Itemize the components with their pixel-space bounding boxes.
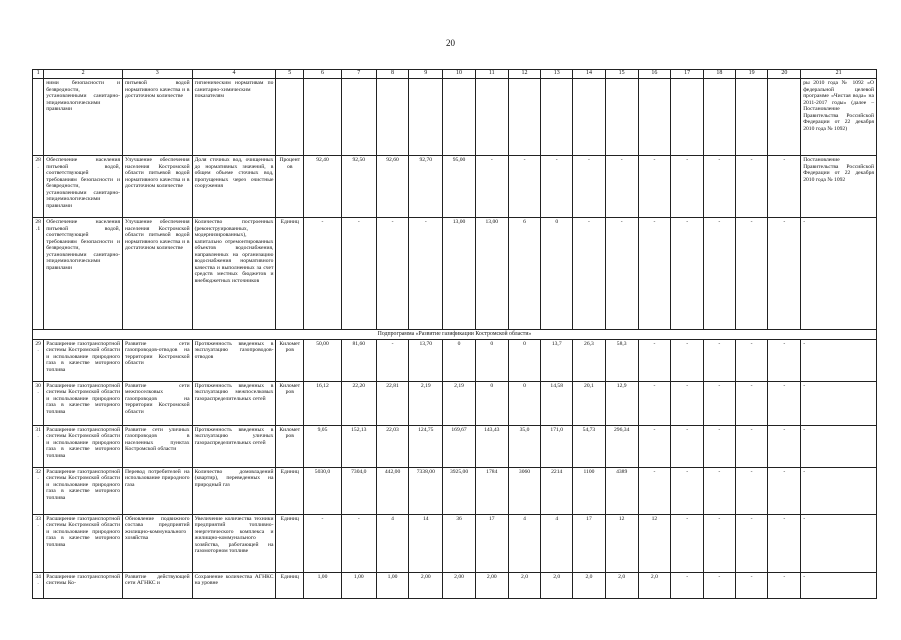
value-cell: 2,0 <box>508 572 541 598</box>
table-row <box>33 79 877 156</box>
value-cell: 14,58 <box>541 381 573 425</box>
value-cell: - <box>638 467 671 514</box>
value-cell: 22,81 <box>376 381 409 425</box>
unit-cell: Единиц <box>276 514 304 572</box>
value-cell: 2,00 <box>475 572 508 598</box>
goal-cell: питьевой водой нормативного качества и в достаточном количестве <box>123 79 193 156</box>
indicator-cell: Доля сточных вод, очищенных до нормативных значений, в общем объеме сточных вод, пропущенных через очистные сооружения <box>192 156 276 218</box>
value-cell <box>443 79 476 156</box>
value-cell: 0 <box>541 218 573 330</box>
goal-cell: Развитие сети уличных газопроводов в населенных пунктах Костромской области <box>123 425 193 467</box>
value-cell: - <box>638 425 671 467</box>
value-cell: - <box>704 381 736 425</box>
column-number: 19 <box>735 70 768 79</box>
value-cell: - <box>341 514 376 572</box>
value-cell: - <box>541 156 573 218</box>
column-number: 11 <box>475 70 508 79</box>
value-cell: 13,00 <box>475 218 508 330</box>
value-cell: 54,73 <box>573 425 606 467</box>
unit-cell: Километров <box>276 339 304 381</box>
value-cell <box>376 79 409 156</box>
value-cell: 4 <box>508 514 541 572</box>
note-cell: - <box>801 381 877 425</box>
column-number: 8 <box>376 70 409 79</box>
value-cell: 6 <box>508 218 541 330</box>
value-cell: 1,00 <box>341 572 376 598</box>
value-cell: 13,70 <box>409 339 443 381</box>
column-number: 15 <box>605 70 638 79</box>
column-number: 21 <box>801 70 877 79</box>
value-cell: - <box>704 467 736 514</box>
value-cell: - <box>735 514 768 572</box>
value-cell: 7338,00 <box>409 467 443 514</box>
column-number: 12 <box>508 70 541 79</box>
column-number: 10 <box>443 70 476 79</box>
value-cell: - <box>735 381 768 425</box>
value-cell: - <box>638 339 671 381</box>
value-cell: - <box>735 218 768 330</box>
value-cell: - <box>735 156 768 218</box>
value-cell <box>638 79 671 156</box>
value-cell: 2,0 <box>605 572 638 598</box>
column-number: 7 <box>341 70 376 79</box>
value-cell: - <box>768 381 801 425</box>
table-row <box>33 425 877 467</box>
value-cell: - <box>573 156 606 218</box>
unit-cell: Единиц <box>276 467 304 514</box>
value-cell: 4389 <box>605 467 638 514</box>
column-number: 2 <box>44 70 123 79</box>
indicator-cell: Увеличение количества техники предприятий топливно-энергетического комплекса и жилищно-коммунального хозяйства, работающей на газомоторном топливе <box>192 514 276 572</box>
value-cell: - <box>671 156 704 218</box>
unit-cell: Процентов <box>276 156 304 218</box>
task-cell: Расширение газотранспортной системы Костромской области и использование природного газа в качестве моторного топлива <box>44 381 123 425</box>
indicator-cell: Сохранение количества АГНКС на уровне <box>192 572 276 598</box>
table-row <box>33 156 877 218</box>
value-cell: 1,00 <box>304 572 342 598</box>
value-cell: - <box>341 218 376 330</box>
value-cell: - <box>704 218 736 330</box>
value-cell: 36 <box>443 514 476 572</box>
value-cell: - <box>768 425 801 467</box>
column-number: 13 <box>541 70 573 79</box>
task-cell: ними безопасности и безвредности, установленными санитарно-эпидемиологическими правилами <box>44 79 123 156</box>
value-cell: - <box>376 339 409 381</box>
value-cell: 58,3 <box>605 339 638 381</box>
value-cell: 92,50 <box>341 156 376 218</box>
value-cell: 5030,0 <box>304 467 342 514</box>
task-cell: Обеспечение населения питьевой водой, соответствующей требованиям безопасности и безвредности, установленными санитарно-эпидемиологическими правилами <box>44 218 123 330</box>
goal-cell: Улучшение обеспечения населения Костромской области питьевой водой нормативного качества и в достаточном количестве <box>123 156 193 218</box>
column-number: 9 <box>409 70 443 79</box>
value-cell: - <box>735 339 768 381</box>
table-body <box>33 70 877 599</box>
row-number: 30. <box>33 381 44 425</box>
indicator-cell: гигиеническим нормативам по санитарно-химическим показателям <box>192 79 276 156</box>
value-cell: 169,67 <box>443 425 476 467</box>
note-cell: - <box>801 572 877 598</box>
column-number: 18 <box>704 70 736 79</box>
value-cell: 0 <box>508 339 541 381</box>
value-cell: 35,0 <box>508 425 541 467</box>
value-cell: - <box>768 467 801 514</box>
value-cell: 1100 <box>573 467 606 514</box>
table-row <box>33 572 877 598</box>
value-cell: 16,12 <box>304 381 342 425</box>
unit-cell <box>276 79 304 156</box>
value-cell: 13,7 <box>541 339 573 381</box>
value-cell: - <box>638 218 671 330</box>
task-cell: Обеспечение населения питьевой водой, соответствующей требованиям безопасности и безвредности, установленными санитарно-эпидемиологическими правилами <box>44 156 123 218</box>
value-cell: 4 <box>376 514 409 572</box>
value-cell: 95,00 <box>443 156 476 218</box>
value-cell: - <box>671 467 704 514</box>
goal-cell: Развитие действующей сети АГНКС и <box>123 572 193 598</box>
task-cell: Расширение газотранспортной системы Костромской области и использование природного газа в качестве моторного топлива <box>44 467 123 514</box>
value-cell: 1,00 <box>376 572 409 598</box>
value-cell: 12,9 <box>605 381 638 425</box>
value-cell: - <box>638 156 671 218</box>
task-cell: Расширение газотранспортной системы Костромской области и использование природного газа в качестве моторного топлива <box>44 425 123 467</box>
value-cell: - <box>735 572 768 598</box>
task-cell: Расширение газотранспортной системы Костромской области и использование природного газа в качестве моторного топлива <box>44 514 123 572</box>
column-number: 17 <box>671 70 704 79</box>
goal-cell: Развитие сети газопроводов-отводов на территории Костромской области <box>123 339 193 381</box>
value-cell <box>541 79 573 156</box>
value-cell: - <box>605 218 638 330</box>
value-cell: 7304,0 <box>341 467 376 514</box>
value-cell <box>341 79 376 156</box>
value-cell: 171,0 <box>541 425 573 467</box>
value-cell: 0 <box>443 339 476 381</box>
value-cell: - <box>704 156 736 218</box>
value-cell: - <box>508 156 541 218</box>
value-cell: 17 <box>573 514 606 572</box>
row-number: 31. <box>33 425 44 467</box>
page-number: 20 <box>446 38 455 48</box>
value-cell: 81,60 <box>341 339 376 381</box>
value-cell: - <box>671 572 704 598</box>
note-cell: - <box>801 467 877 514</box>
column-number: 20 <box>768 70 801 79</box>
value-cell: - <box>304 218 342 330</box>
column-number: 6 <box>304 70 342 79</box>
value-cell: - <box>768 218 801 330</box>
value-cell <box>671 79 704 156</box>
task-cell: Расширение газотранспортной системы Костромской области и использование природного газа в качестве моторного топлива <box>44 339 123 381</box>
value-cell: - <box>409 218 443 330</box>
value-cell: 3925,00 <box>443 467 476 514</box>
table-row <box>33 467 877 514</box>
value-cell: - <box>768 339 801 381</box>
value-cell: - <box>605 156 638 218</box>
note-cell: - <box>801 514 877 572</box>
value-cell: 3060 <box>508 467 541 514</box>
indicator-cell: Протяженность введенных в эксплуатацию уличных газораспределительных сетей <box>192 425 276 467</box>
row-number <box>33 79 44 156</box>
value-cell: - <box>671 218 704 330</box>
value-cell: 143,43 <box>475 425 508 467</box>
value-cell: 22,03 <box>376 425 409 467</box>
column-number-row <box>33 70 877 79</box>
column-number: 3 <box>123 70 193 79</box>
value-cell: 296,34 <box>605 425 638 467</box>
value-cell: 2,00 <box>443 572 476 598</box>
value-cell: 50,00 <box>304 339 342 381</box>
row-number: 29. <box>33 339 44 381</box>
note-cell: - <box>801 218 877 330</box>
value-cell: - <box>735 425 768 467</box>
value-cell: - <box>768 514 801 572</box>
value-cell: 20,1 <box>573 381 606 425</box>
value-cell: 92,60 <box>376 156 409 218</box>
value-cell <box>409 79 443 156</box>
table-row <box>33 339 877 381</box>
value-cell: 2,00 <box>409 572 443 598</box>
value-cell: - <box>704 572 736 598</box>
table-row <box>33 514 877 572</box>
value-cell: 26,3 <box>573 339 606 381</box>
value-cell: 4 <box>541 514 573 572</box>
unit-cell: Километров <box>276 381 304 425</box>
value-cell: 124,75 <box>409 425 443 467</box>
column-number: 16 <box>638 70 671 79</box>
value-cell: - <box>638 381 671 425</box>
note-cell: ры 2010 года № 1092 «О федеральной целевой программе «Чистая вода» на 2011-2017 годы» (далее – Постановление Правительства Российской Федерации от 22 декабря 2010 года № 1092) <box>801 79 877 156</box>
note-cell: Постановление Правительства Российской Федерации от 22 декабря 2010 года № 1092 <box>801 156 877 218</box>
value-cell <box>475 79 508 156</box>
column-number: 5 <box>276 70 304 79</box>
value-cell <box>735 79 768 156</box>
value-cell: 12 <box>605 514 638 572</box>
subprogram-title: Подпрограмма «Развитие газификации Костромской области» <box>33 330 877 340</box>
value-cell: 0 <box>475 339 508 381</box>
value-cell: 2,19 <box>443 381 476 425</box>
goal-cell: Перевод потребителей на использование природного газа <box>123 467 193 514</box>
column-number: 1 <box>33 70 44 79</box>
value-cell: 152,13 <box>341 425 376 467</box>
value-cell: - <box>768 572 801 598</box>
unit-cell: Километров <box>276 425 304 467</box>
task-cell: Расширение газотранспортной системы Ко- <box>44 572 123 598</box>
value-cell: - <box>704 425 736 467</box>
row-number: 33. <box>33 514 44 572</box>
value-cell <box>605 79 638 156</box>
value-cell: - <box>304 514 342 572</box>
goal-cell: Улучшение обеспечения населения Костромской области питьевой водой нормативного качества и в достаточном количестве <box>123 218 193 330</box>
indicator-cell: Количество построенных (реконструированных, модернизированных), капитально отремонтированных объектов водоснабжения, направленных на организацию водоснабжения нормативного качества и выполненных за счет средств местных бюджетов и внебюджетных источников <box>192 218 276 330</box>
goal-cell: Обновление подвижного состава предприятий жилищно-коммунального хозяйства <box>123 514 193 572</box>
value-cell <box>704 79 736 156</box>
value-cell: - <box>735 467 768 514</box>
value-cell: 1784 <box>475 467 508 514</box>
value-cell: 2,0 <box>541 572 573 598</box>
value-cell: 442,00 <box>376 467 409 514</box>
value-cell: - <box>704 514 736 572</box>
row-number: 34. <box>33 572 44 598</box>
row-number: 28.1 <box>33 218 44 330</box>
value-cell: 22,20 <box>341 381 376 425</box>
value-cell: 2,19 <box>409 381 443 425</box>
value-cell: - <box>704 339 736 381</box>
row-number: 28. <box>33 156 44 218</box>
column-number: 14 <box>573 70 606 79</box>
indicator-cell: Протяженность введенных в эксплуатацию межпоселковых газораспределительных сетей <box>192 381 276 425</box>
value-cell: 17 <box>475 514 508 572</box>
value-cell <box>508 79 541 156</box>
column-number: 4 <box>192 70 276 79</box>
value-cell: - <box>671 381 704 425</box>
note-cell: - <box>801 339 877 381</box>
value-cell: 0 <box>475 381 508 425</box>
value-cell: 13,00 <box>443 218 476 330</box>
subprogram-row <box>33 330 877 340</box>
value-cell: - <box>475 156 508 218</box>
indicator-cell: Количество домовладений (квартир), переведенных на природный газ <box>192 467 276 514</box>
note-cell: - <box>801 425 877 467</box>
indicators-table <box>32 69 877 599</box>
value-cell: - <box>376 218 409 330</box>
value-cell: 9,05 <box>304 425 342 467</box>
value-cell <box>304 79 342 156</box>
value-cell: - <box>671 514 704 572</box>
value-cell: - <box>671 425 704 467</box>
value-cell: - <box>671 339 704 381</box>
value-cell: 92,40 <box>304 156 342 218</box>
value-cell: 2214 <box>541 467 573 514</box>
value-cell: 2,0 <box>573 572 606 598</box>
value-cell: - <box>768 156 801 218</box>
table-row <box>33 381 877 425</box>
value-cell: - <box>573 218 606 330</box>
row-number: 32. <box>33 467 44 514</box>
value-cell <box>768 79 801 156</box>
table-row <box>33 218 877 330</box>
value-cell: 2,0 <box>638 572 671 598</box>
unit-cell: Единиц <box>276 218 304 330</box>
value-cell <box>573 79 606 156</box>
indicator-cell: Протяженность введенных в эксплуатацию газопроводов-отводов <box>192 339 276 381</box>
goal-cell: Развитие сети межпоселковых газопроводов на территории Костромской области <box>123 381 193 425</box>
value-cell: 12 <box>638 514 671 572</box>
value-cell: 0 <box>508 381 541 425</box>
value-cell: 14 <box>409 514 443 572</box>
value-cell: 92,70 <box>409 156 443 218</box>
unit-cell: Единиц <box>276 572 304 598</box>
